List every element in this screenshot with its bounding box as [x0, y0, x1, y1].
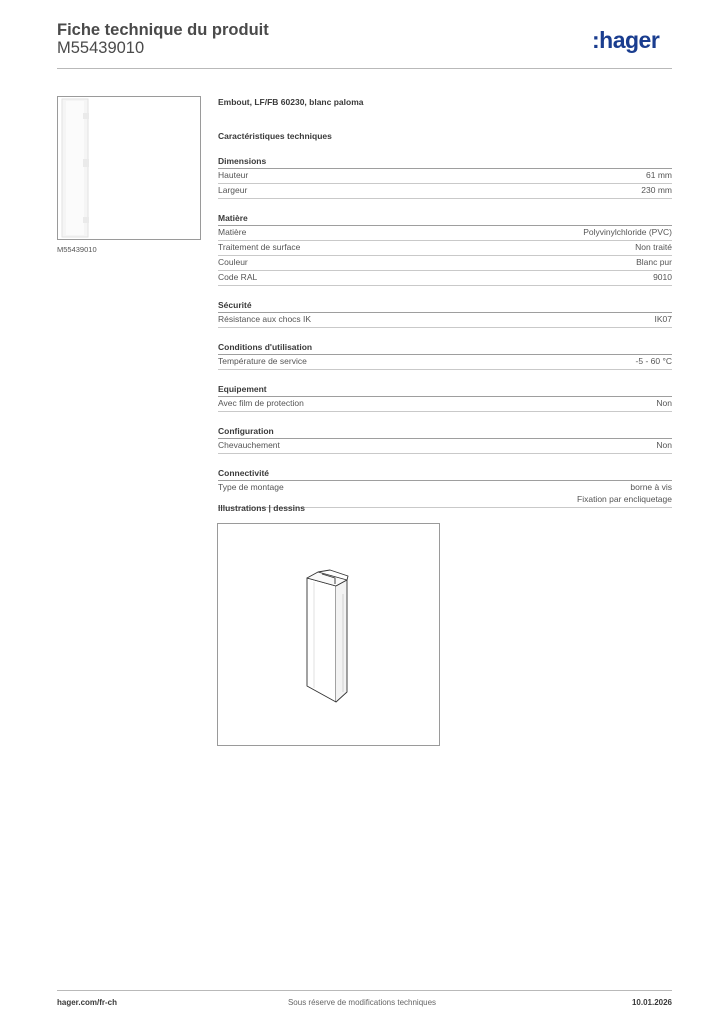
spec-value: Non	[656, 398, 672, 408]
footer-date: 10.01.2026	[631, 998, 672, 1007]
spec-value: IK07	[654, 314, 672, 324]
section-title: Configuration	[218, 425, 672, 439]
section-title: Dimensions	[218, 155, 672, 169]
section-connectivite	[218, 467, 672, 508]
footer-disclaimer: Sous réserve de modifications techniques	[287, 998, 437, 1007]
spec-value: -5 - 60 °C	[635, 356, 672, 366]
spec-value: Non traité	[635, 242, 672, 252]
spec-value: 9010	[653, 272, 672, 282]
spec-value: borne à vis	[630, 482, 672, 492]
spec-label: Type de montage	[218, 482, 284, 492]
spec-row	[218, 355, 672, 370]
spec-row	[218, 184, 672, 199]
footer-rule	[57, 990, 672, 991]
illustrations-title: Illustrations | dessins	[218, 503, 305, 513]
product-name: Embout, LF/FB 60230, blanc paloma	[218, 97, 364, 107]
spec-row	[218, 169, 672, 184]
spec-label: Chevauchement	[218, 440, 280, 450]
section-configuration	[218, 425, 672, 454]
spec-row	[218, 226, 672, 241]
footer-link[interactable]: hager.com/fr-ch	[57, 998, 118, 1007]
product-drawing	[218, 524, 439, 745]
header-rule	[57, 68, 672, 69]
spec-value-multi	[577, 482, 672, 505]
spec-row	[218, 439, 672, 454]
spec-value: 61 mm	[646, 170, 672, 180]
section-title: Equipement	[218, 383, 672, 397]
spec-row	[218, 241, 672, 256]
section-title: Sécurité	[218, 299, 672, 313]
section-conditions	[218, 341, 672, 370]
spec-row	[218, 271, 672, 286]
spec-value: 230 mm	[641, 185, 672, 195]
product-thumbnail-image	[58, 97, 200, 239]
spec-label: Traitement de surface	[218, 242, 301, 252]
spec-value: Non	[656, 440, 672, 450]
spec-label: Matière	[218, 227, 247, 237]
spec-label: Couleur	[218, 257, 248, 267]
section-dimensions	[218, 155, 672, 199]
section-title: Matière	[218, 212, 672, 226]
spec-label: Hauteur	[218, 170, 249, 180]
tech-title: Caractéristiques techniques	[218, 131, 332, 141]
spec-row	[218, 397, 672, 412]
section-title: Connectivité	[218, 467, 672, 481]
spec-label: Code RAL	[218, 272, 258, 282]
spec-row	[218, 313, 672, 328]
hager-logo	[592, 27, 676, 59]
spec-label: Avec film de protection	[218, 398, 304, 408]
page-title: Fiche technique du produit	[57, 21, 269, 39]
thumbnail-label: M55439010	[57, 245, 97, 254]
illustration-box	[217, 523, 440, 746]
spec-row	[218, 256, 672, 271]
section-securite	[218, 299, 672, 328]
spec-label: Résistance aux chocs IK	[218, 314, 312, 324]
logo-text: :hager	[592, 27, 660, 53]
section-title: Conditions d'utilisation	[218, 341, 672, 355]
product-thumbnail	[57, 96, 201, 240]
spec-value: Polyvinylchloride (PVC)	[583, 227, 672, 237]
section-equipement	[218, 383, 672, 412]
spec-value: Fixation par encliquetage	[577, 493, 672, 504]
spec-label: Largeur	[218, 185, 248, 195]
spec-content	[218, 96, 672, 508]
spec-label: Température de service	[218, 356, 307, 366]
page-subtitle: M55439010	[57, 39, 145, 57]
section-matiere	[218, 212, 672, 286]
spec-value: Blanc pur	[636, 257, 672, 267]
